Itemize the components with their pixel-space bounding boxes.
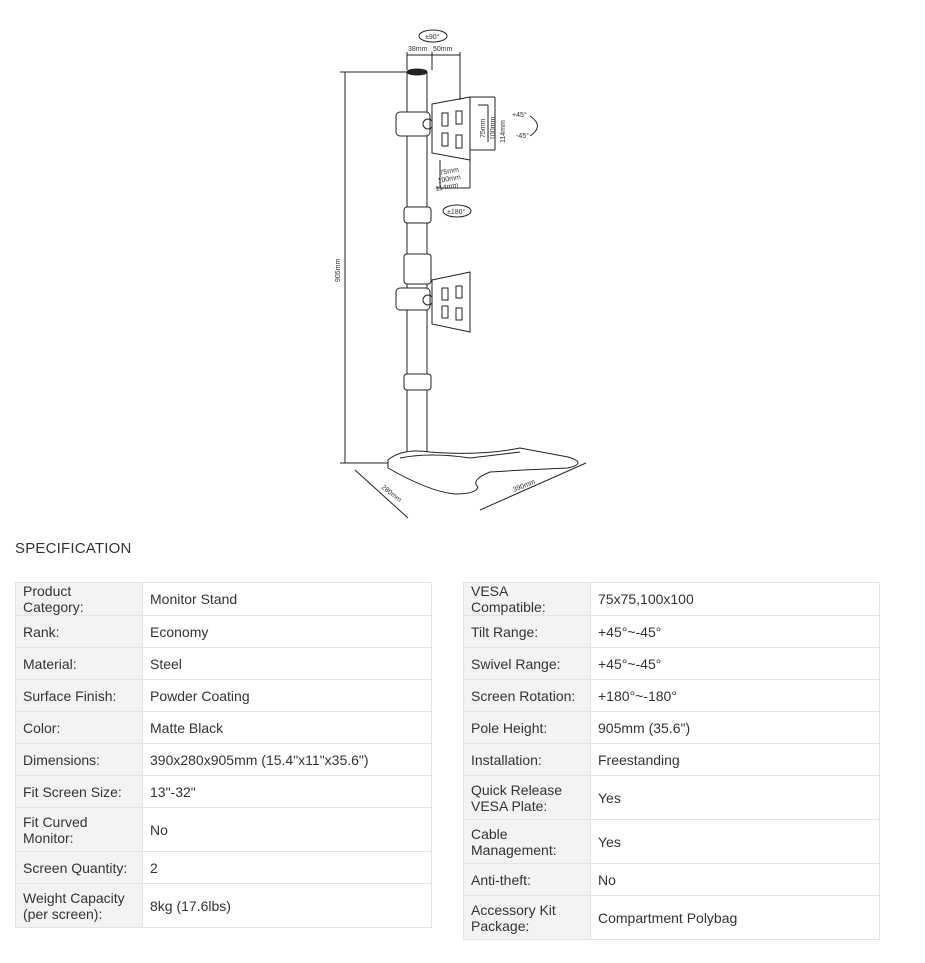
spec-value: 390x280x905mm (15.4"x11"x35.6"): [143, 744, 432, 776]
swivel-label: ±180°: [447, 209, 466, 216]
spec-label: Installation:: [464, 744, 591, 776]
spec-label: Color:: [16, 712, 143, 744]
depth-label: 280mm: [379, 484, 403, 504]
spec-label: Pole Height:: [464, 712, 591, 744]
spec-row: [16, 808, 432, 852]
spec-row: [464, 744, 880, 776]
spec-row: [464, 896, 880, 940]
spec-label: Quick Release VESA Plate:: [464, 776, 591, 820]
product-diagram: [300, 20, 620, 525]
spec-row: [464, 712, 880, 744]
spec-value: Monitor Stand: [143, 583, 432, 616]
spec-label: Screen Quantity:: [16, 852, 143, 884]
spec-row: [464, 864, 880, 896]
spec-label: Fit Curved Monitor:: [16, 808, 143, 852]
spec-row: [16, 712, 432, 744]
spec-label: Cable Management:: [464, 820, 591, 864]
height-label: 905mm: [335, 258, 342, 282]
spec-label: Material:: [16, 648, 143, 680]
rotation-label: ±90°: [425, 34, 440, 41]
spec-value: +180°~-180°: [591, 680, 880, 712]
spec-label: Accessory Kit Package:: [464, 896, 591, 940]
spec-value: +45°~-45°: [591, 616, 880, 648]
spec-value: Economy: [143, 616, 432, 648]
spec-value: +45°~-45°: [591, 648, 880, 680]
spec-label: Weight Capacity (per screen):: [16, 884, 143, 928]
spec-row: [464, 680, 880, 712]
spec-row: [464, 616, 880, 648]
vesa-100-vertical-label: 100mm: [490, 116, 497, 140]
spec-label: Tilt Range:: [464, 616, 591, 648]
spec-value: Powder Coating: [143, 680, 432, 712]
offset-right-label: 50mm: [433, 46, 453, 53]
spec-table-right: [463, 582, 880, 940]
spec-label: Rank:: [16, 616, 143, 648]
spec-row: [16, 884, 432, 928]
vesa-75-horizontal-label: 75mm: [439, 166, 460, 177]
spec-row: [464, 820, 880, 864]
spec-value: 75x75,100x100: [591, 583, 880, 616]
spec-value: Matte Black: [143, 712, 432, 744]
spec-row: [464, 583, 880, 616]
spec-value: Yes: [591, 776, 880, 820]
spec-row: [16, 583, 432, 616]
monitor-stand-drawing: [300, 20, 620, 525]
vesa-100-horizontal-label: 100mm: [437, 174, 462, 185]
tilt-up-label: +45°: [512, 112, 527, 119]
spec-row: [16, 616, 432, 648]
spec-value: No: [591, 864, 880, 896]
spec-label: Product Category:: [16, 583, 143, 616]
vesa-114-vertical-label: 114mm: [500, 120, 507, 143]
spec-row: [16, 680, 432, 712]
spec-row: [16, 852, 432, 884]
vesa-75-vertical-label: 75mm: [480, 118, 487, 138]
spec-value: Steel: [143, 648, 432, 680]
specification-heading: SPECIFICATION: [15, 540, 132, 557]
spec-label: VESA Compatible:: [464, 583, 591, 616]
offset-left-label: 38mm: [408, 46, 428, 53]
spec-row: [16, 648, 432, 680]
spec-label: Swivel Range:: [464, 648, 591, 680]
spec-row: [464, 776, 880, 820]
spec-value: Compartment Polybag: [591, 896, 880, 940]
spec-label: Dimensions:: [16, 744, 143, 776]
spec-label: Fit Screen Size:: [16, 776, 143, 808]
spec-row: [16, 776, 432, 808]
spec-value: Freestanding: [591, 744, 880, 776]
spec-label: Surface Finish:: [16, 680, 143, 712]
spec-label: Anti-theft:: [464, 864, 591, 896]
width-label: 390mm: [512, 478, 537, 494]
spec-value: Yes: [591, 820, 880, 864]
spec-value: 8kg (17.6lbs): [143, 884, 432, 928]
spec-value: 905mm (35.6"): [591, 712, 880, 744]
spec-value: 2: [143, 852, 432, 884]
spec-value: No: [143, 808, 432, 852]
spec-value: 13"-32": [143, 776, 432, 808]
spec-table-left: [15, 582, 432, 928]
tilt-down-label: -45°: [516, 133, 529, 140]
spec-row: [464, 648, 880, 680]
spec-label: Screen Rotation:: [464, 680, 591, 712]
spec-row: [16, 744, 432, 776]
vesa-114-horizontal-label: 114mm: [435, 182, 459, 193]
